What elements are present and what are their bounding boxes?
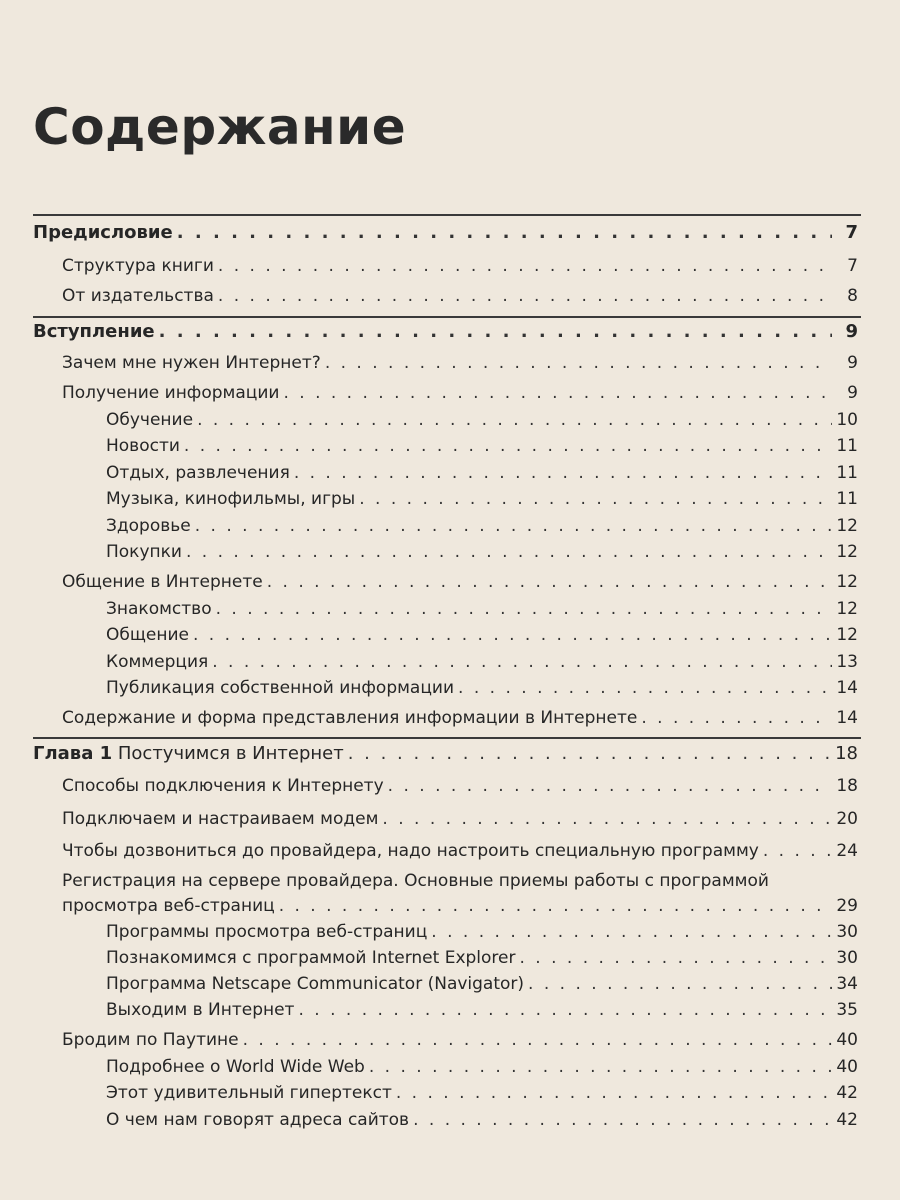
dot-leader (216, 598, 832, 620)
toc-entry-page: 42 (836, 1083, 858, 1103)
chapter-title: Постучимся в Интернет (117, 743, 344, 764)
toc-entry-label: Коммерция (106, 652, 209, 672)
toc-entry-page: 7 (847, 256, 858, 276)
toc-entry-label: Подробнее о World Wide Web (106, 1057, 365, 1077)
dot-leader (388, 775, 832, 797)
toc-entry-label: Структура книги (62, 256, 214, 276)
toc-entry-label: Бродим по Паутине (62, 1030, 239, 1050)
toc-entry-label: Зачем мне нужен Интернет? (62, 353, 321, 373)
toc-entry-page: 18 (836, 776, 858, 796)
dot-leader (186, 541, 832, 563)
toc-entry-page: 24 (836, 841, 858, 861)
toc-entry-page: 14 (836, 708, 858, 728)
toc-entry-page: 11 (836, 489, 858, 509)
toc-entry-page: 12 (836, 516, 858, 536)
dot-leader (283, 382, 832, 404)
dot-leader (359, 488, 832, 510)
toc-entry-label: Общение (106, 625, 189, 645)
dot-leader (396, 1082, 832, 1104)
toc-entry-label: О чем нам говорят адреса сайтов (106, 1110, 410, 1130)
chapter-prefix: Глава 1 (33, 743, 113, 764)
section-divider (33, 737, 861, 739)
toc-entry-page: 30 (836, 948, 858, 968)
toc-entry-label: От издательства (62, 286, 214, 306)
toc-entry-label: Программа Netscape Communicator (Navigator) (106, 974, 525, 994)
toc-entry-label: Чтобы дозвониться до провайдера, надо настроить специальную программу (62, 841, 759, 861)
dot-leader (520, 947, 833, 969)
toc-entry-label: Вступление (33, 321, 155, 342)
toc-entry-label (33, 743, 344, 765)
dot-leader (641, 707, 832, 729)
dot-leader (382, 808, 832, 830)
toc-entry-label: Отдых, развлечения (106, 463, 290, 483)
dot-leader (184, 435, 832, 457)
toc-entry-label: Выходим в Интернет (106, 1000, 295, 1020)
toc-entry-page: 9 (847, 353, 858, 373)
toc-entry-label: Познакомимся с программой Internet Explorer (106, 948, 516, 968)
toc-entry-label: Подключаем и настраиваем модем (62, 809, 379, 829)
toc-entry-label: Общение в Интернете (62, 572, 263, 592)
toc-entry-label: Способы подключения к Интернету (62, 776, 384, 796)
dot-leader (458, 677, 832, 699)
dot-leader (528, 973, 832, 995)
toc-entry-page: 9 (847, 383, 858, 403)
toc-entry-page: 18 (835, 743, 858, 764)
toc-entry-page: 35 (836, 1000, 858, 1020)
section-divider (33, 214, 861, 216)
toc-entry-label: Содержание и форма представления информации в Интернете (62, 708, 638, 728)
toc-entry-page: 8 (847, 286, 858, 306)
dot-leader (413, 1109, 832, 1131)
dot-leader (197, 409, 832, 431)
toc-entry-page: 12 (836, 625, 858, 645)
toc-entry-page: 9 (845, 321, 858, 342)
dot-leader (193, 624, 832, 646)
dot-leader (279, 895, 832, 917)
toc-entry-label: Покупки (106, 542, 182, 562)
page-title: Содержание (33, 98, 407, 156)
toc-entry-label: Знакомство (106, 599, 212, 619)
toc-entry-page: 14 (836, 678, 858, 698)
toc-entry-label: просмотра веб-страниц (62, 896, 275, 916)
dot-leader (298, 999, 832, 1021)
dot-leader (763, 840, 832, 862)
toc-entry-page: 30 (836, 922, 858, 942)
toc-entry-page: 42 (836, 1110, 858, 1130)
toc-entry-label-line1: Регистрация на сервере провайдера. Основные приемы работы с программой (62, 871, 769, 891)
section-divider (33, 316, 861, 318)
toc-entry-page: 7 (845, 222, 858, 243)
toc-entry-page: 40 (836, 1057, 858, 1077)
toc-entry-label: Музыка, кинофильмы, игры (106, 489, 356, 509)
dot-leader (267, 571, 832, 593)
toc-entry-page: 12 (836, 572, 858, 592)
dot-leader (369, 1056, 832, 1078)
dot-leader (218, 255, 832, 277)
toc-entry-page: 11 (836, 463, 858, 483)
toc-entry-label: Публикация собственной информации (106, 678, 455, 698)
toc-entry-label: Этот удивительный гипертекст (106, 1083, 392, 1103)
dot-leader (195, 515, 832, 537)
toc-entry-page: 12 (836, 599, 858, 619)
dot-leader (294, 462, 832, 484)
toc-entry-label: Здоровье (106, 516, 191, 536)
dot-leader (431, 921, 832, 943)
dot-leader (212, 651, 832, 673)
toc-entry-page: 13 (836, 652, 858, 672)
toc-entry-label: Программы просмотра веб-страниц (106, 922, 428, 942)
dot-leader (325, 352, 832, 374)
toc-entry-page: 11 (836, 436, 858, 456)
toc-entry-label: Обучение (106, 410, 194, 430)
toc-entry-page: 20 (836, 809, 858, 829)
toc-entry-label: Получение информации (62, 383, 280, 403)
toc-entry-page: 40 (836, 1030, 858, 1050)
toc-entry-page: 29 (836, 896, 858, 916)
dot-leader (348, 743, 831, 765)
toc-entry-page: 10 (836, 410, 858, 430)
dot-leader (218, 285, 832, 307)
dot-leader (159, 321, 832, 343)
dot-leader (243, 1029, 832, 1051)
toc-entry-label: Предисловие (33, 222, 173, 243)
dot-leader (177, 222, 832, 244)
toc-entry-page: 12 (836, 542, 858, 562)
toc-entry-label: Новости (106, 436, 180, 456)
toc-entry-page: 34 (836, 974, 858, 994)
